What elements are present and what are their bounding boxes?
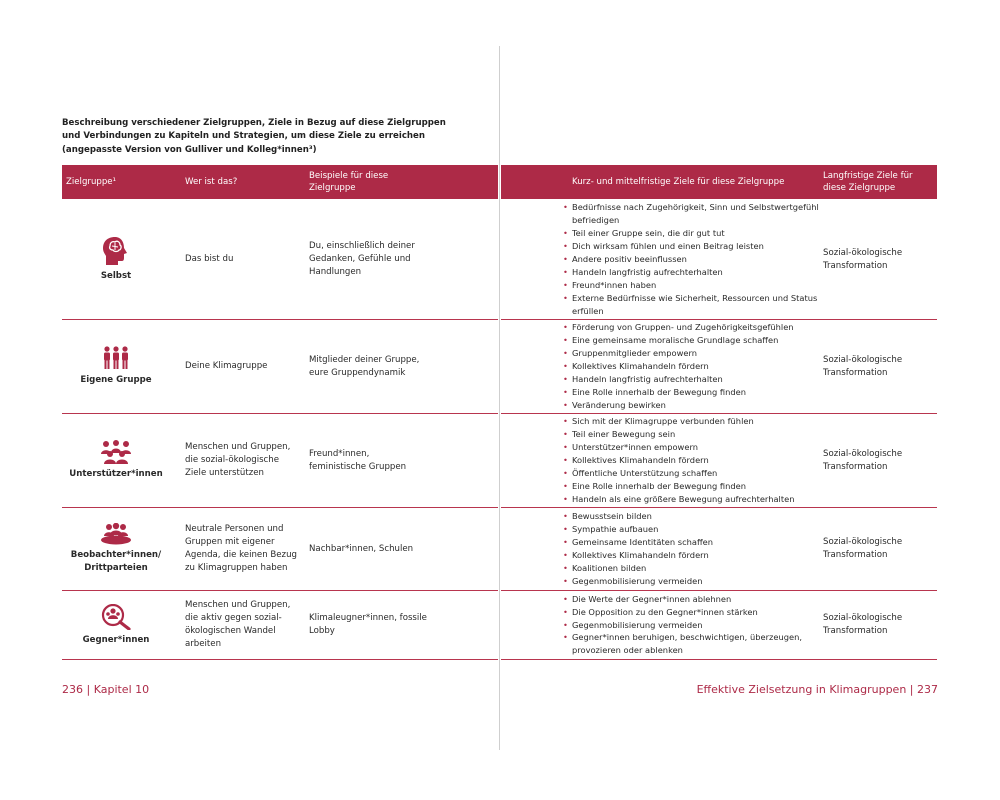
- list-item: • Handeln als eine größere Bewegung aufrechterhalten: [563, 493, 794, 506]
- list-item: • Handeln langfristig aufrechterhalten: [563, 266, 833, 279]
- table-row: [501, 591, 937, 660]
- three-people-icon: [102, 346, 130, 370]
- table-row: [62, 508, 498, 591]
- list-item: • Öffentliche Unterstützung schaffen: [563, 467, 794, 480]
- list-item: • Eine gemeinsame moralische Grundlage schaffen: [563, 334, 794, 347]
- table-row: [501, 508, 937, 591]
- list-item: • Eine Rolle innerhalb der Bewegung finden: [563, 480, 794, 493]
- goals-list: [563, 593, 833, 658]
- list-item: • Gemeinsame Identitäten schaffen: [563, 536, 713, 549]
- header-langfristige-ziele: Langfristige Ziele für diese Zielgruppe: [823, 171, 913, 193]
- list-item: • Dich wirksam fühlen und einen Beitrag leisten: [563, 240, 833, 253]
- goals-cell: [563, 200, 833, 319]
- list-item: • Kollektives Klimahandeln fördern: [563, 549, 713, 562]
- list-item: • Sich mit der Klimagruppe verbunden fühlen: [563, 415, 794, 428]
- list-item: • Kollektives Klimahandeln fördern: [563, 454, 794, 467]
- long-term-cell: Sozial-ökologische Transformation: [823, 354, 903, 378]
- examples-cell: Klimaleugner*innen, fossile Lobby: [309, 613, 427, 636]
- list-item: • Gegner*innen beruhigen, beschwichtigen, überzeugen, provozieren oder ablenken: [563, 631, 833, 657]
- list-item: • Gegenmobilisierung vermeiden: [563, 575, 713, 588]
- group-label: Selbst: [100, 271, 132, 281]
- list-item: • Handeln langfristig aufrechterhalten: [563, 373, 794, 386]
- list-item: • Veränderung bewirken: [563, 399, 794, 412]
- people-on-platform-icon: [100, 523, 132, 545]
- header-beispiele: Beispiele für diese Zielgruppe: [309, 171, 389, 193]
- group-cell: [62, 414, 170, 507]
- list-item: • Kollektives Klimahandeln fördern: [563, 360, 794, 373]
- magnifier-people-icon: [101, 604, 131, 630]
- goals-list: [563, 510, 713, 587]
- crowd-icon: [100, 440, 132, 464]
- list-item: • Die Opposition zu den Gegner*innen stärken: [563, 606, 833, 619]
- table-header-right: [501, 165, 937, 199]
- table-row: [62, 414, 498, 508]
- examples-cell: Freund*innen, feministische Gruppen: [309, 448, 407, 472]
- list-item: • Bedürfnisse nach Zugehörigkeit, Sinn und Selbstwertgefühl befriedigen: [563, 201, 833, 227]
- list-item: • Gruppenmitglieder empowern: [563, 347, 794, 360]
- group-label: Gegner*innen: [82, 634, 150, 645]
- goals-list: [563, 201, 833, 317]
- list-item: • Förderung von Gruppen- und Zugehörigkeitsgefühlen: [563, 321, 794, 334]
- header-kurzfristige-ziele: Kurz- und mittelfristige Ziele für diese Zielgruppe: [572, 177, 785, 187]
- examples-cell: Du, einschließlich deiner Gedanken, Gefühle und Handlungen: [309, 241, 415, 277]
- group-cell: [62, 320, 170, 413]
- list-item: • Gegenmobilisierung vermeiden: [563, 619, 833, 632]
- list-item: • Andere positiv beeinflussen: [563, 253, 833, 266]
- group-label: Unterstützer*innen: [69, 469, 163, 479]
- who-cell: Deine Klimagruppe: [185, 361, 268, 371]
- long-term-cell: Sozial-ökologische Transformation: [823, 537, 903, 560]
- goals-cell: [563, 508, 833, 590]
- examples-cell: Mitglieder deiner Gruppe, eure Gruppendynamik: [309, 354, 420, 378]
- head-brain-icon: [102, 236, 130, 266]
- list-item: • Unterstützer*innen empowern: [563, 441, 794, 454]
- footer-page-number-left: 236 | Kapitel 10: [62, 683, 150, 696]
- list-item: • Eine Rolle innerhalb der Bewegung finden: [563, 386, 794, 399]
- header-wer-ist-das: Wer ist das?: [185, 177, 238, 187]
- group-cell: [62, 200, 170, 319]
- who-cell: Das bist du: [185, 254, 234, 264]
- goals-list: [563, 415, 794, 505]
- goals-cell: [563, 591, 833, 659]
- who-cell: Menschen und Gruppen, die sozial-ökologische Ziele unterstützen: [185, 442, 291, 478]
- list-item: • Koalitionen bilden: [563, 562, 713, 575]
- table-caption: Beschreibung verschiedener Zielgruppen, Ziele in Bezug auf diese Zielgruppen und Verbindungen zu Kapiteln und Strategien, um diese Ziele zu erreichen (angepasste Version von Gulliver und Kolleg*innen³): [62, 118, 446, 155]
- group-cell: [62, 508, 170, 590]
- table-row: [501, 414, 937, 508]
- table-row: [62, 200, 498, 320]
- list-item: • Teil einer Gruppe sein, die dir gut tut: [563, 227, 833, 240]
- long-term-cell: Sozial-ökologische Transformation: [823, 247, 903, 271]
- header-zielgruppe: Zielgruppe¹: [66, 177, 117, 187]
- who-cell: Neutrale Personen und Gruppen mit eigener Agenda, die keinen Bezug zu Klimagruppen haben: [185, 524, 297, 573]
- list-item: • Sympathie aufbauen: [563, 523, 713, 536]
- list-item: • Die Werte der Gegner*innen ablehnen: [563, 593, 833, 606]
- group-label: Eigene Gruppe: [80, 375, 152, 385]
- table-row: [501, 200, 937, 320]
- table-row: [501, 320, 937, 414]
- list-item: • Teil einer Bewegung sein: [563, 428, 794, 441]
- goals-list: [563, 321, 794, 411]
- goals-cell: [563, 320, 833, 413]
- group-cell: [62, 591, 170, 659]
- goals-cell: [563, 414, 833, 507]
- table-row: [62, 320, 498, 414]
- list-item: • Bewusstsein bilden: [563, 510, 713, 523]
- footer-page-number-right: Effektive Zielsetzung in Klimagruppen | 237: [696, 683, 938, 696]
- group-label: Beobachter*innen/ Drittparteien: [70, 550, 162, 573]
- long-term-cell: Sozial-ökologische Transformation: [823, 613, 903, 636]
- who-cell: Menschen und Gruppen, die aktiv gegen sozial-ökologischen Wandel arbeiten: [185, 600, 291, 649]
- list-item: • Externe Bedürfnisse wie Sicherheit, Ressourcen und Status erfüllen: [563, 292, 833, 318]
- long-term-cell: Sozial-ökologische Transformation: [823, 448, 903, 472]
- table-row: [62, 591, 498, 660]
- list-item: • Freund*innen haben: [563, 279, 833, 292]
- examples-cell: Nachbar*innen, Schulen: [309, 543, 414, 554]
- table-header-left: [62, 165, 498, 199]
